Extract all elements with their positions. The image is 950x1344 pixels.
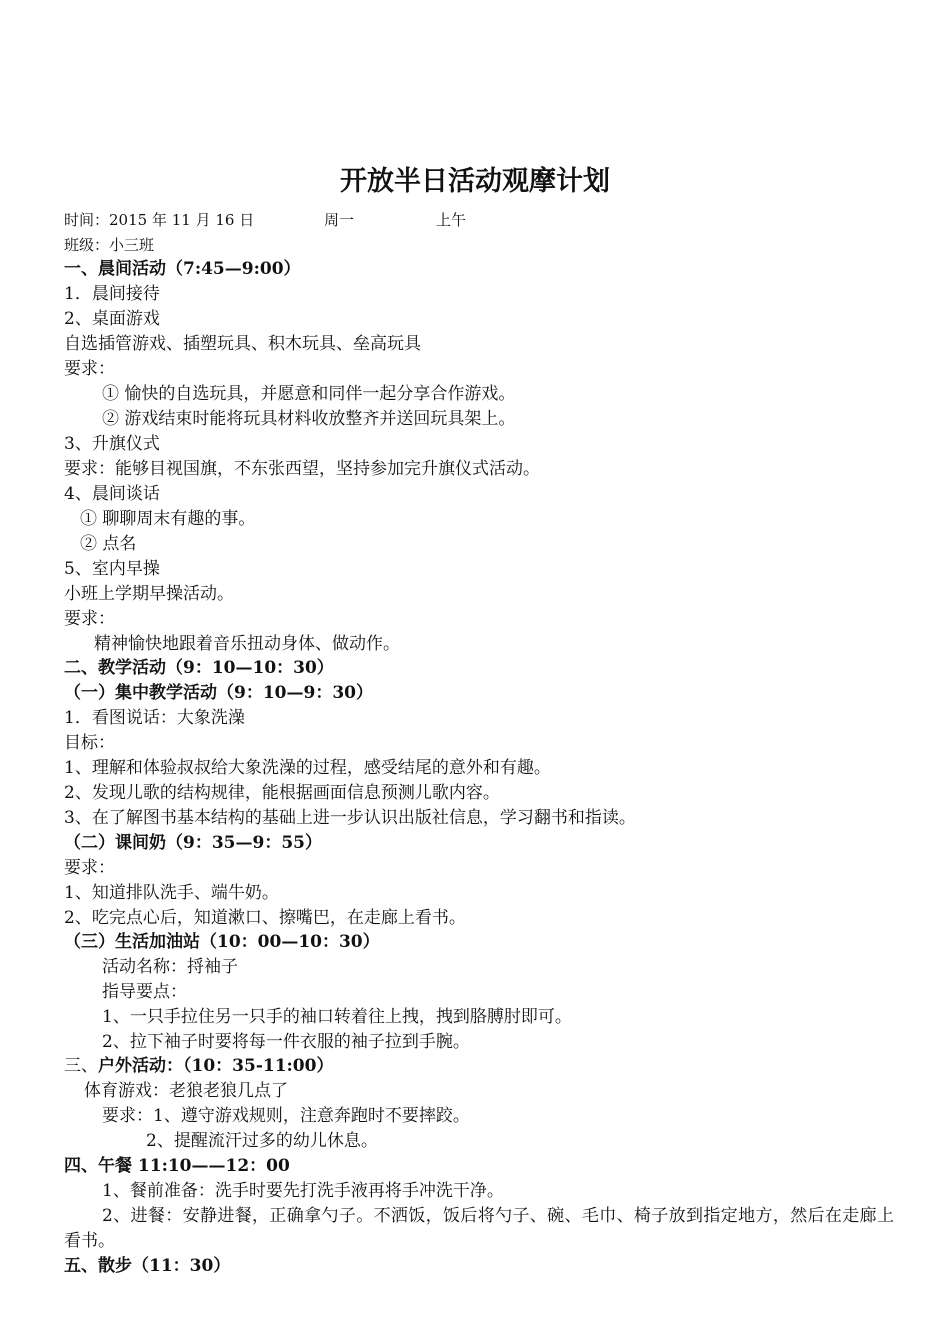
s1-item-5: 5、室内早操 (64, 559, 160, 579)
s2-sub-3-point-2: 2、拉下袖子时要将每一件衣服的袖子拉到手腕。 (102, 1032, 470, 1052)
class-text: 班级：小三班 (64, 236, 155, 254)
s1-item-2-desc: 自选插管游戏、插塑玩具、积木玩具、垒高玩具 (64, 334, 421, 354)
s1-item-5-desc: 小班上学期早操活动。 (64, 584, 234, 604)
s3-requirement-2: 2、提醒流汗过多的幼儿休息。 (146, 1131, 378, 1151)
s2-sub-3-heading: （三）生活加油站（10：00—10：30） (64, 932, 380, 952)
s1-item-4-a: ① 聊聊周末有趣的事。 (80, 509, 256, 529)
s1-item-4: 4、晨间谈话 (64, 484, 160, 504)
s1-item-4-b: ② 点名 (80, 534, 137, 554)
s1-requirement-1: ① 愉快的自选玩具，并愿意和同伴一起分享合作游戏。 (102, 384, 516, 404)
date-text: 时间：2015 年 11 月 16 日 (64, 211, 255, 229)
weekday-text: 周一 (324, 211, 355, 229)
section-2-heading: 二、教学活动（9：10—10：30） (64, 658, 334, 678)
section-5-heading: 五、散步（11：30） (64, 1256, 231, 1276)
s1-item-2: 2、桌面游戏 (64, 309, 160, 329)
section-3-heading-prefix: 三、 (64, 1056, 98, 1076)
section-3-heading (64, 1054, 333, 1078)
s1-item-1: 1．晨间接待 (64, 284, 160, 304)
s3-requirement-1: 要求：1、遵守游戏规则，注意奔跑时不要摔跤。 (102, 1106, 470, 1126)
period-text: 上午 (436, 211, 467, 229)
s4-point-1: 1、餐前准备：洗手时要先打洗手液再将手冲洗干净。 (102, 1181, 504, 1201)
s1-item-5-requirement-1: 精神愉快地跟着音乐扭动身体、做动作。 (94, 634, 400, 654)
s2-sub-2-requirement-2: 2、吃完点心后，知道漱口、擦嘴巴，在走廊上看书。 (64, 908, 466, 928)
section-1-heading: 一、晨间活动（7:45—9:00） (64, 259, 301, 279)
s2-sub-1-heading: （一）集中教学活动（9：10—9：30） (64, 683, 373, 703)
section-3-heading-main: 户外活动：（10：35-11:00） (98, 1056, 334, 1076)
s1-item-5-requirement-label: 要求： (64, 609, 115, 629)
s1-requirement-2: ② 游戏结束时能将玩具材料收放整齐并送回玩具架上。 (102, 409, 516, 429)
s2-sub-3-point-1: 1、一只手拉住另一只手的袖口转着往上拽，拽到胳膊肘即可。 (102, 1007, 572, 1027)
s2-goal-2: 2、发现儿歌的结构规律，能根据画面信息预测儿歌内容。 (64, 783, 500, 803)
s3-game: 体育游戏：老狼老狼几点了 (84, 1081, 288, 1101)
s2-sub-3-guide-label: 指导要点： (102, 982, 187, 1002)
s2-sub-2-requirement-1: 1、知道排队洗手、端牛奶。 (64, 883, 279, 903)
s2-sub-1-item-1: 1．看图说话：大象洗澡 (64, 708, 245, 728)
s1-item-3: 3、升旗仪式 (64, 434, 160, 454)
s2-sub-3-activity-name: 活动名称：捋袖子 (102, 957, 238, 977)
s2-goal-1: 1、理解和体验叔叔给大象洗澡的过程，感受结尾的意外和有趣。 (64, 758, 551, 778)
s2-sub-2-heading: （二）课间奶（9：35—9：55） (64, 833, 322, 853)
s2-sub-2-requirement-label: 要求： (64, 858, 115, 878)
section-4-heading: 四、午餐 11:10——12：00 (64, 1156, 290, 1176)
s2-goal-3: 3、在了解图书基本结构的基础上进一步认识出版社信息，学习翻书和指读。 (64, 808, 636, 828)
s1-requirement-label: 要求： (64, 359, 115, 379)
page-title: 开放半日活动观摩计划 (340, 166, 610, 197)
s2-goal-label: 目标： (64, 733, 115, 753)
s1-item-3-requirement: 要求：能够目视国旗，不东张西望，坚持参加完升旗仪式活动。 (64, 459, 540, 479)
s4-point-2: 2、进餐：安静进餐，正确拿勺子。不洒饭，饭后将勺子、碗、毛巾、椅子放到指定地方，然后在走廊上看书。 (64, 1206, 894, 1251)
